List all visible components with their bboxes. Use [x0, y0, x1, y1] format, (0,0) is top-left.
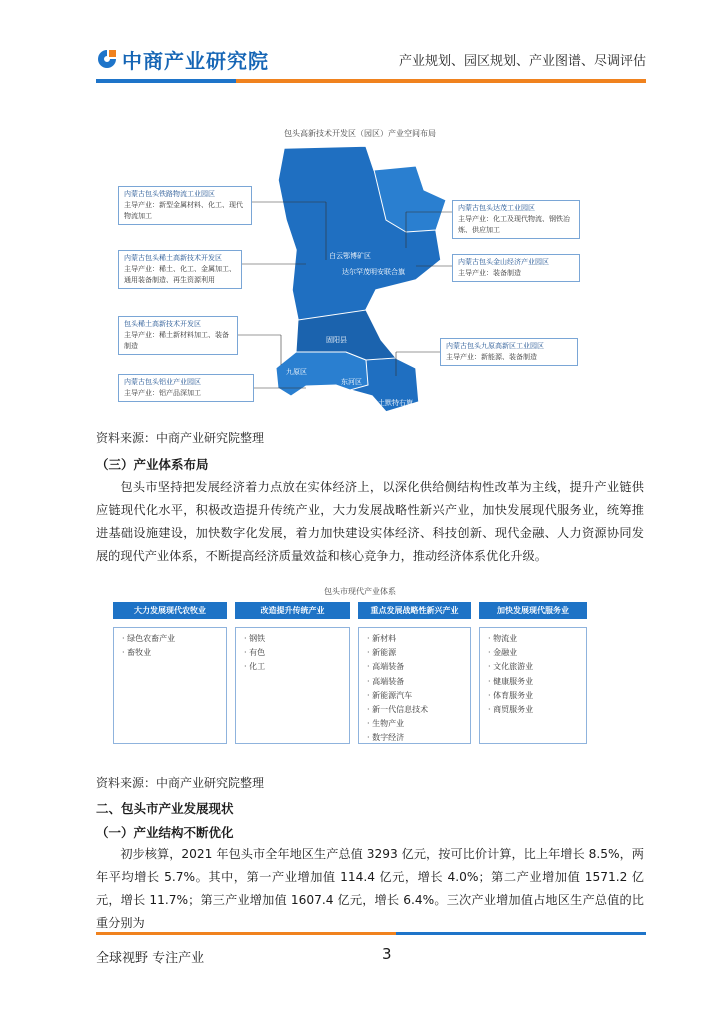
system-item: · 新材料 — [367, 634, 397, 643]
callout-box — [452, 200, 580, 239]
callout-title: 内蒙古包头达茂工业园区 — [458, 204, 535, 212]
callout-box — [118, 250, 242, 289]
callout-body: 主导产业：稀土新材料加工、装备制造 — [124, 331, 229, 350]
map-label: 东河区 — [341, 378, 362, 386]
section-heading: 二、包头市产业发展现状 — [96, 801, 234, 816]
logo-text: 中商产业研究院 — [122, 48, 269, 73]
map-figure — [116, 140, 576, 422]
system-column-body — [479, 627, 587, 744]
system-column-header: 重点发展战略性新兴产业 — [358, 602, 471, 619]
section-heading: （三）产业体系布局 — [96, 457, 209, 472]
map-label: 白云鄂博矿区 — [329, 252, 371, 260]
system-column — [358, 602, 471, 744]
system-column-header: 加快发展现代服务业 — [479, 602, 587, 619]
map-label: 达尔罕茂明安联合旗 — [342, 268, 405, 276]
system-item: · 物流业 — [488, 634, 518, 643]
callout-title: 内蒙古包头铝业产业园区 — [124, 378, 201, 386]
body-paragraph: 初步核算，2021 年包头市全年地区生产总值 3293 亿元，按可比价计算，比上年增长 8.5%，两年平均增长 5.7%。其中，第一产业增加值 114.4 亿元，增长 4.0%；第二产业增加值 1571.2 亿元，增长 11.7%；第三产业增加值 1607.4 亿元，增长 6.4%。三次产业增加值占地区生产总值的比重分别为 — [96, 847, 644, 930]
system-column-body — [358, 627, 471, 744]
system-item: · 钢铁 — [244, 634, 266, 643]
system-item: · 高端装备 — [367, 662, 405, 672]
callout-body: 主导产业：新能源、装备制造 — [446, 353, 537, 361]
header-tagline: 产业规划、园区规划、产业图谱、尽调评估 — [398, 54, 646, 69]
system-item: · 高端装备 — [367, 676, 405, 686]
callout-box — [118, 374, 254, 402]
header-divider-blue — [96, 79, 236, 83]
system-item: · 体育服务业 — [488, 690, 534, 700]
logo-mark-icon — [96, 48, 118, 70]
map-label: 固阳县 — [326, 336, 347, 344]
callout-title: 内蒙古包头九原高新区工业园区 — [446, 342, 544, 350]
system-column — [235, 602, 350, 744]
callout-box — [118, 316, 238, 355]
system-column — [113, 602, 227, 744]
system-item: · 文化旅游业 — [488, 662, 534, 672]
callout-box — [118, 186, 252, 225]
footer-slogan: 全球视野 专注产业 — [96, 951, 205, 966]
system-item: · 新一代信息技术 — [367, 705, 429, 715]
callout-title: 内蒙古包头铁路物流工业园区 — [124, 190, 215, 198]
logo — [96, 44, 269, 74]
system-column — [479, 602, 587, 744]
system-item: · 绿色农畜产业 — [122, 634, 176, 643]
map-label: 土默特右旗 — [378, 399, 413, 407]
system-item: · 化工 — [244, 662, 266, 672]
callout-title: 包头稀土高新技术开发区 — [124, 320, 201, 328]
source-note: 资料来源：中商产业研究院整理 — [96, 776, 265, 790]
callout-body: 主导产业：铝产品深加工 — [124, 389, 201, 397]
system-item: · 数字经济 — [367, 733, 405, 743]
system-item: · 新能源汽车 — [367, 690, 413, 700]
body-paragraph: 包头市坚持把发展经济着力点放在实体经济上，以深化供给侧结构性改革为主线，提升产业链供应链现代化水平，积极改造提升传统产业，大力发展战略性新兴产业，加快发展现代服务业，统筹推进基础设施建设，加快数字化发展，着力加快建设实体经济、科技创新、现代金融、人力资源协同发展的现代产业体系，不断提高经济质量效益和核心竞争力，推动经济体系优化升级。 — [96, 480, 644, 563]
system-figure-title: 包头市现代产业体系 — [324, 587, 396, 596]
callout-title: 内蒙古包头稀土高新技术开发区 — [124, 254, 222, 262]
callout-body: 主导产业：新型金属材料、化工、现代物流加工 — [124, 201, 243, 220]
system-item: · 商贸服务业 — [488, 705, 534, 715]
system-item: · 畜牧业 — [122, 648, 152, 658]
subsection-heading: （一）产业结构不断优化 — [96, 825, 234, 840]
callout-title: 内蒙古包头金山经济产业园区 — [458, 258, 549, 266]
system-item: · 新能源 — [367, 648, 397, 658]
system-item: · 金融业 — [488, 648, 518, 658]
system-column-body — [113, 627, 227, 744]
map-figure-title: 包头高新技术开发区（园区）产业空间布局 — [284, 129, 436, 138]
system-item: · 生物产业 — [367, 719, 405, 729]
callout-box — [452, 254, 580, 282]
callout-body: 主导产业：装备制造 — [458, 269, 521, 277]
page-number: 3 — [382, 945, 392, 963]
system-column-body — [235, 627, 350, 744]
system-column-header: 大力发展现代农牧业 — [113, 602, 227, 619]
callout-box — [440, 338, 578, 366]
callout-body: 主导产业：化工及现代物流、钢铁冶炼、供应加工 — [458, 215, 570, 234]
system-item: · 有色 — [244, 648, 266, 658]
source-note: 资料来源：中商产业研究院整理 — [96, 431, 265, 445]
map-label: 九原区 — [286, 368, 307, 376]
footer-divider-orange — [96, 932, 396, 935]
header-divider-orange — [236, 79, 646, 83]
footer-divider-blue — [396, 932, 646, 935]
system-item: · 健康服务业 — [488, 676, 534, 686]
system-column-header: 改造提升传统产业 — [235, 602, 350, 619]
callout-body: 主导产业：稀土、化工、金属加工、通用装备制造、再生资源利用 — [124, 265, 236, 284]
